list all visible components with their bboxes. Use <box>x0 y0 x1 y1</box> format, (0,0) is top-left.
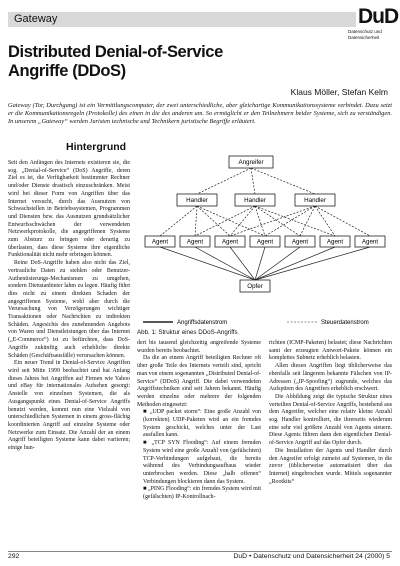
agent-node-7-label: Agent <box>361 238 379 246</box>
victim-node-label: Opfer <box>247 283 263 291</box>
agent-node-5 <box>285 236 315 247</box>
control-line-handler-1-agent-4 <box>197 206 265 236</box>
control-line-handler-2-agent-2 <box>195 206 255 236</box>
handler-node-1-label: Handler <box>186 197 208 205</box>
handler-node-3-label: Handler <box>304 197 326 205</box>
control-line-handler-3-agent-6 <box>315 206 335 236</box>
legend <box>143 320 369 326</box>
attacker-node <box>229 156 273 168</box>
agent-node-4-label: Agent <box>256 238 274 246</box>
attack-line-agent-6 <box>255 247 335 280</box>
legend-control-label: Steuerdatenstrom <box>321 320 369 326</box>
figure-caption: Abb. 1: Struktur eines DDoS-Angriffs <box>137 329 238 336</box>
attack-line-agent-2 <box>195 247 255 280</box>
journal-citation: DuD • Datenschutz und Datensicherheit 24 (2000) 5 <box>233 553 390 560</box>
text-column-1 <box>8 160 130 453</box>
article-authors: Klaus Möller, Stefan Kelm <box>290 87 388 97</box>
paragraph: Da die an einem Angriff beteiligten Rechner oft über große Teile des Internets verteilt sind, spricht man von einem sogenannten „Distributed Denial-of-Service“ (DDoS) Angriff. Die dabei verwendeten Angriffstechniken sind seit Jahren bekannt. Häufig werden einzelne oder mehrere der folgenden Methoden eingesetzt: <box>137 355 261 408</box>
article-abstract: Gateway (Tor, Durchgang) ist ein Vermittlungscomputer, der zwei unterschiedliche, aber gleichartige Kommunikationssysteme verbindet. Dazu setzt er die Kommunikationsregeln (Protokolle) des einen in die des anderen um. So ermöglicht er den Teilnehmern beider Systeme, sich zu verständigen. In unserem „Gateway“ werden Juristen technische und Technikern juristische Begriffe erläutert. <box>8 102 392 126</box>
list-item: ■ „UDP packet storm“: Eine große Anzahl von (korrekten) UDP-Paketen wird an ein fremdes System geschickt, welches unter der Last ausfallen kann. <box>143 409 261 439</box>
victim-node <box>240 280 270 292</box>
handler-node-2-label: Handler <box>244 197 266 205</box>
list-item: ■ „TCP SYN Flooding“: Auf einem fremden System wird eine große Anzahl von (gefälschten) TCP-Verbindungen aufgebaut, die bereits während des Verbindungsaufbaus wieder unterbrochen werden. Diese „halb offenen“ Verbindungen blockieren dann das System. <box>143 440 261 485</box>
control-line-handler-1-agent-2 <box>195 206 197 236</box>
paragraph: Seit den Anfängen des Internets existieren sie, die sog. „Denial-of-Service“ (DoS) Angriffe, deren Ziel es ist, die Verfügbarkeit bestimmter Rechner und/oder Dienste drastisch einzuschränken. Meist wird bei dieser Form von Angriffen über das Internet versucht, durch das Ausnutzen von Schwachstellen in Betriebssystemen, Programmen und Diensten bzw. das Ausnutzen grundsätzlicher Entwurfsschwächen der verwendeten Netzwerkprotokolle, die angegriffenen Systeme zum Absturz zu bringen oder derartig zu überlasten, dass diese Systeme ihre eigentliche Funktionalität nicht mehr erbringen können. <box>8 160 130 259</box>
agent-node-5-label: Agent <box>291 238 309 246</box>
control-line-handler-2-agent-3 <box>230 206 255 236</box>
paragraph: Reine DoS-Angriffe haben also nicht das Ziel, vertrauliche Daten zu stehlen oder Benutzer-Authentisierungs-Mechanismen zu umgehen, sondern Dienstanbieter lahm zu legen. Häufig führt dies nicht zu einem direkten Schaden der angegriffenen Systeme, wohl aber durch die Verursachung von Verzögerungen wichtiger Transaktionen oder Nachrichten zu indirekten Schäden. Angesichts des zunehmenden Angebots von Waren und Dienstleistungen über das Internet („E-Commerce“) ist zu befürchten, dass DoS-Angriffe zukünftig auch erhebliche direkte Schäden (Geschäftsausfälle) verursachen können. <box>8 260 130 359</box>
paragraph: dert bis tausend gleichzeitig angreifende Systeme wurden bereits beobachtet. <box>137 340 261 354</box>
attack-line-agent-5 <box>255 247 300 280</box>
ddos-structure-diagram <box>137 144 392 328</box>
text-column-2 <box>137 340 261 502</box>
legend-attack-label: Angriffsdatenstrom <box>177 320 228 326</box>
attack-line-agent-4 <box>255 247 265 280</box>
control-line-handler-3-agent-7 <box>315 206 370 236</box>
control-line-attacker-handler-1 <box>197 168 251 194</box>
agent-node-2-label: Agent <box>186 238 204 246</box>
paragraph: Die Installation der Agents und Handler durch den Angreifer erfolgt zumeist auf Systemen, in die zuvor (üblicherweise automatisiert über das Internet) eingebrochen wurde. Mittels sogenannter „Rootkits“ <box>269 447 392 485</box>
agent-node-2 <box>180 236 210 247</box>
handler-node-2 <box>235 194 275 206</box>
journal-logo-subtitle: Datenschutz und Datensicherheit <box>348 29 382 40</box>
handler-node-1 <box>177 194 217 206</box>
paragraph: richten (ICMP-Paketen) belastet; diese Nachrichten samt der erzeugten Antwort-Pakete können ein komplettes Subnetz erheblich belasten. <box>269 340 392 362</box>
attacker-node-label: Angreifer <box>238 159 264 167</box>
control-line-handler-2-agent-4 <box>255 206 265 236</box>
article-title <box>8 43 223 81</box>
journal-logo: DuD <box>358 5 399 28</box>
agent-node-6-label: Agent <box>326 238 344 246</box>
agent-node-3 <box>215 236 245 247</box>
control-line-handler-2-agent-6 <box>255 206 335 236</box>
article-title-line1: Distributed Denial-of-Service <box>8 43 223 61</box>
agent-node-3-label: Agent <box>221 238 239 246</box>
attack-line-agent-7 <box>255 247 370 280</box>
section-heading: Hintergrund <box>66 141 127 153</box>
page-number: 292 <box>8 553 20 560</box>
paragraph: Ein neuer Trend in Denial-of-Service Angriffen wird seit Mitte 1999 beobachtet und hat Anfang dieses Jahres bei Angriffen auf Firmen wie Yahoo und eBay für internationales Aufsehen gesorgt: Anstelle von einzelnen Systemen, die als Ausgangspunkt eines Denial-of-Service Angriffs benutzt werden, kommt nun eine Vielzahl von unterschiedlichen Systemen in einem gross-flächig koordinierten Angriff auf einzelne Systeme oder Netzwerke zum Einsatz. Die Anzahl der an einem Angriff beteiligten Systeme kann dabei variieren; einige hun- <box>8 360 130 452</box>
text-column-3 <box>269 340 392 486</box>
list-item: ■ „PING Flooding“: ein fremdes System wird mit (gefälschten) IP-Kontrollnach- <box>143 486 261 501</box>
footer-rule <box>8 551 392 552</box>
agent-node-4 <box>250 236 280 247</box>
control-line-handler-3-agent-4 <box>265 206 315 236</box>
attack-line-agent-3 <box>230 247 255 280</box>
control-line-handler-2-agent-5 <box>255 206 300 236</box>
control-line-attacker-handler-2 <box>251 168 255 194</box>
control-line-attacker-handler-3 <box>251 168 315 194</box>
agent-node-6 <box>320 236 350 247</box>
handler-node-3 <box>295 194 335 206</box>
agent-node-1 <box>145 236 175 247</box>
attack-line-agent-1 <box>160 247 255 280</box>
control-line-handler-1-agent-1 <box>160 206 197 236</box>
agent-node-7 <box>355 236 385 247</box>
paragraph: Allen diesen Angriffen liegt üblicherweise das ebenfalls seit längerem bekannte Fälschen von IP-Adressen („IP-Spoofing“) zugrunde, welches das Aufspüren des Angreifers erheblich erschwert. <box>269 363 392 393</box>
agent-node-1-label: Agent <box>151 238 169 246</box>
article-title-line2: Angriffe (DDoS) <box>8 62 126 80</box>
section-header-bar <box>8 12 356 27</box>
section-label: Gateway <box>14 13 58 25</box>
paragraph: Die Abbildung zeigt die typische Struktur eines verteilten Denial-of-Service Angriffs, bestehend aus dem Angreifer, welcher eine relativ kleine Anzahl sog. Handler kontrolliert, die ihrerseits wiederum eine sehr viel größere Anzahl von Agents steuern. Diese Agents führen dann den eigentlichen Denial-of-Service Angriff auf das Opfer durch. <box>269 393 392 447</box>
